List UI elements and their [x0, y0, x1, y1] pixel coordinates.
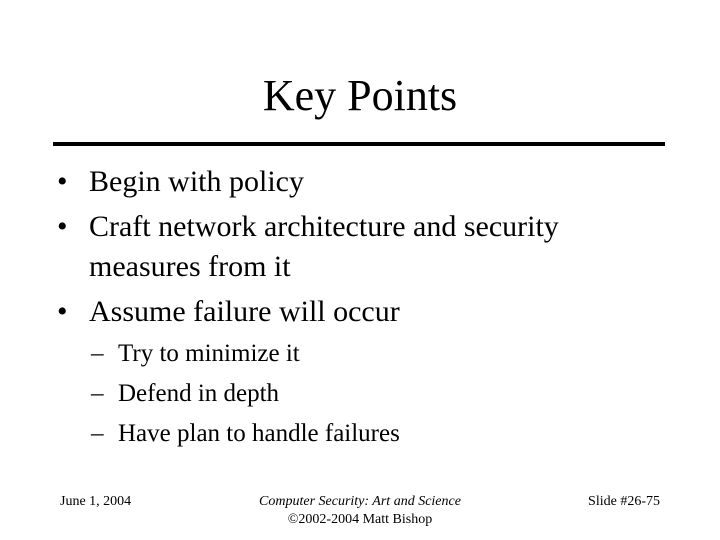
sub-bullet-item — [91, 417, 638, 451]
sub-bullet-text: Have plan to handle failures — [118, 420, 400, 447]
footer-copyright: ©2002-2004 Matt Bishop — [287, 512, 433, 527]
footer-course-title: Computer Security: Art and Science — [259, 494, 461, 509]
bullet-text: Assume failure will occur — [89, 295, 400, 328]
bullet-item — [57, 207, 649, 287]
sub-bullet-item — [91, 337, 638, 371]
footer-date: June 1, 2004 — [60, 494, 132, 509]
dash-icon: – — [91, 380, 104, 407]
sub-bullet-item — [91, 377, 638, 411]
sub-bullet-text: Try to minimize it — [118, 340, 300, 367]
bullet-item — [57, 292, 649, 332]
bullet-icon: • — [57, 210, 68, 243]
sub-bullet-text: Defend in depth — [118, 380, 280, 407]
bullet-text: Craft network architecture and security measures from it — [89, 210, 559, 283]
bullet-icon: • — [57, 165, 68, 198]
bullet-icon: • — [57, 295, 68, 328]
footer-course — [220, 493, 500, 529]
footer-slide-number: Slide #26-75 — [588, 494, 660, 509]
bullet-item — [57, 162, 649, 202]
bullet-text: Begin with policy — [89, 165, 304, 198]
title-divider — [53, 142, 665, 146]
dash-icon: – — [91, 340, 104, 367]
dash-icon: – — [91, 420, 104, 447]
slide-title: Key Points — [262, 71, 458, 120]
